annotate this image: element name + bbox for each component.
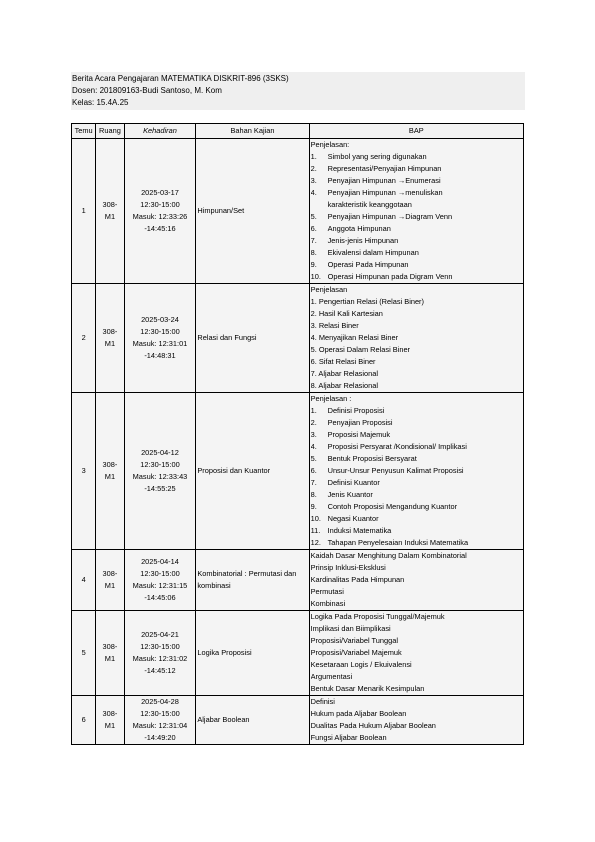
- cell-ruang: [96, 284, 124, 393]
- kehadiran-time: 12:30-15:00: [140, 200, 180, 209]
- kehadiran-date: 2025-03-17: [141, 188, 179, 197]
- bap-item-text: Operasi Himpunan pada Digram Venn: [327, 272, 453, 281]
- bap-item: [311, 574, 522, 586]
- bap-item-text: Kardinalitas Pada Himpunan: [310, 575, 405, 584]
- bap-item: [311, 199, 522, 211]
- bap-item-number: 9.: [310, 260, 317, 269]
- bap-item: [311, 635, 522, 647]
- bap-item-text: Jenis Kuantor: [327, 490, 373, 499]
- ruang-code: 308-: [102, 569, 118, 578]
- cell-ruang: [96, 393, 124, 550]
- bap-title: Penjelasan:: [310, 140, 350, 149]
- bap-item: [311, 308, 522, 320]
- bap-item-text: Penyajian Proposisi: [327, 418, 393, 427]
- bap-item-text: Logika Pada Proposisi Tunggal/Majemuk: [310, 612, 445, 621]
- bap-item-text: 3. Relasi Biner: [310, 321, 359, 330]
- bap-item: [311, 537, 522, 549]
- kehadiran-time: 12:30-15:00: [140, 569, 180, 578]
- bap-item-number: 4.: [310, 188, 317, 197]
- header-bahan-kajian: Bahan Kajian: [196, 124, 309, 139]
- class-line: Kelas: 15.4A.25: [72, 98, 129, 107]
- bap-item-text: Definisi Kuantor: [327, 478, 380, 487]
- bap-item-text: Bentuk Proposisi Bersyarat: [327, 454, 417, 463]
- bap-item: [311, 296, 522, 308]
- kehadiran-masuk: Masuk: 12:31:15: [132, 581, 188, 590]
- cell-temu: 3: [72, 393, 96, 550]
- cell-bahan-kajian: Logika Proposisi: [196, 611, 309, 696]
- bap-item-text: Definisi: [310, 697, 335, 706]
- bap-item-text: Argumentasi: [310, 672, 353, 681]
- bap-item-number: 2.: [310, 418, 317, 427]
- bap-item-text: Anggota Himpunan: [327, 224, 391, 233]
- bap-item: [311, 513, 522, 525]
- teaching-record-table: [71, 123, 524, 745]
- cell-temu: 2: [72, 284, 96, 393]
- bap-item-text: Unsur-Unsur Penyusun Kalimat Proposisi: [327, 466, 464, 475]
- bap-item: [311, 550, 522, 562]
- bap-item-text: Negasi Kuantor: [327, 514, 379, 523]
- cell-kehadiran: [124, 284, 196, 393]
- ruang-code: 308-: [102, 460, 118, 469]
- bap-item: [311, 683, 522, 695]
- bap-item-text: Ekivalensi dalam Himpunan: [327, 248, 419, 257]
- cell-kehadiran: [124, 393, 196, 550]
- kehadiran-keluar: -14:45:06: [144, 593, 176, 602]
- bap-item: [311, 417, 522, 429]
- kehadiran-keluar: -14:45:16: [144, 224, 176, 233]
- table-row: [72, 611, 524, 696]
- bap-item: [311, 175, 522, 187]
- bap-item: [311, 187, 522, 199]
- bap-item-number: 7.: [310, 478, 317, 487]
- table-row: [72, 550, 524, 611]
- bap-item-number: 8.: [310, 490, 317, 499]
- bap-item: [311, 405, 522, 417]
- bap-item-text: Penyajian Himpunan →Diagram Venn: [327, 212, 453, 221]
- bap-item-text: Proposisi/Variabel Majemuk: [310, 648, 402, 657]
- bap-item-text: Hukum pada Aljabar Boolean: [310, 709, 407, 718]
- bap-item-number: 2.: [310, 164, 317, 173]
- bap-item: [311, 356, 522, 368]
- bap-item-text: Permutasi: [310, 587, 344, 596]
- bap-item-text: Operasi Pada Himpunan: [327, 260, 409, 269]
- bap-item: [311, 320, 522, 332]
- bap-item-number: 1.: [310, 152, 317, 161]
- bap-item: [311, 501, 522, 513]
- bap-item: [311, 429, 522, 441]
- kehadiran-masuk: Masuk: 12:31:01: [132, 339, 188, 348]
- ruang-suffix: M1: [104, 654, 116, 663]
- cell-bahan-kajian: Himpunan/Set: [196, 139, 309, 284]
- bap-item: [311, 708, 522, 720]
- bap-item-text: Definisi Proposisi: [327, 406, 385, 415]
- bap-item: [311, 525, 522, 537]
- ruang-code: 308-: [102, 642, 118, 651]
- table-row: [72, 139, 524, 284]
- bap-item: [311, 223, 522, 235]
- kehadiran-keluar: -14:49:20: [144, 733, 176, 742]
- kehadiran-time: 12:30-15:00: [140, 642, 180, 651]
- bap-item-text: 7. Aljabar Relasional: [310, 369, 378, 378]
- cell-temu: 4: [72, 550, 96, 611]
- cell-bap: [309, 611, 523, 696]
- bap-item: [311, 562, 522, 574]
- ruang-suffix: M1: [104, 721, 116, 730]
- bap-item-number: 10.: [310, 514, 321, 523]
- kehadiran-masuk: Masuk: 12:33:43: [132, 472, 188, 481]
- bap-item: [311, 368, 522, 380]
- cell-temu: 5: [72, 611, 96, 696]
- bap-item: [311, 247, 522, 259]
- bap-item: [311, 598, 522, 610]
- bap-item-number: 5.: [310, 212, 317, 221]
- table-row: [72, 696, 524, 745]
- bap-item: [311, 477, 522, 489]
- cell-ruang: [96, 139, 124, 284]
- ruang-suffix: M1: [104, 212, 116, 221]
- kehadiran-keluar: -14:45:12: [144, 666, 176, 675]
- kehadiran-masuk: Masuk: 12:31:02: [132, 654, 188, 663]
- cell-bap: [309, 550, 523, 611]
- bap-item-number: 5.: [310, 454, 317, 463]
- bap-item-text: karakteristik keanggotaan: [327, 200, 412, 209]
- bap-item: [311, 332, 522, 344]
- lecturer-line: Dosen: 201809163-Budi Santoso, M. Kom: [72, 86, 222, 95]
- bap-item-text: Kaidah Dasar Menghitung Dalam Kombinatorial: [310, 551, 467, 560]
- bap-item-text: Representasi/Penyajian Himpunan: [327, 164, 442, 173]
- bap-item: [311, 732, 522, 744]
- cell-kehadiran: [124, 550, 196, 611]
- bap-title: Penjelasan: [310, 285, 348, 294]
- bap-item-number: 11.: [310, 526, 321, 535]
- header-ruang: Ruang: [96, 124, 124, 139]
- kehadiran-time: 12:30-15:00: [140, 327, 180, 336]
- cell-bap: [309, 139, 523, 284]
- kehadiran-date: 2025-04-28: [141, 697, 179, 706]
- bap-item-text: Penyajian Himpunan →menuliskan: [327, 188, 443, 197]
- bap-item-text: Implikasi dan Biimplikasi: [310, 624, 391, 633]
- cell-temu: 6: [72, 696, 96, 745]
- kehadiran-masuk: Masuk: 12:33:26: [132, 212, 188, 221]
- header-temu: Temu: [72, 124, 96, 139]
- bap-item-number: 10.: [310, 272, 321, 281]
- kehadiran-date: 2025-04-12: [141, 448, 179, 457]
- ruang-suffix: M1: [104, 581, 116, 590]
- bap-item-text: Induksi Matematika: [327, 526, 392, 535]
- cell-kehadiran: [124, 139, 196, 284]
- cell-bahan-kajian: Aljabar Boolean: [196, 696, 309, 745]
- cell-ruang: [96, 696, 124, 745]
- kehadiran-date: 2025-04-14: [141, 557, 179, 566]
- header-kehadiran: Kehadiran: [124, 124, 196, 139]
- document-header: [71, 72, 525, 110]
- bap-item-text: Proposisi Persyarat /Kondisional/ Implikasi: [327, 442, 467, 451]
- bap-item-number: 8.: [310, 248, 317, 257]
- bap-item-text: Contoh Proposisi Mengandung Kuantor: [327, 502, 458, 511]
- bap-item: [311, 380, 522, 392]
- cell-temu: 1: [72, 139, 96, 284]
- bap-item-number: 6.: [310, 224, 317, 233]
- bap-item-number: 3.: [310, 176, 317, 185]
- cell-bahan-kajian: Proposisi dan Kuantor: [196, 393, 309, 550]
- header-bap: BAP: [309, 124, 523, 139]
- bap-item-number: 9.: [310, 502, 317, 511]
- cell-bap: [309, 393, 523, 550]
- kehadiran-date: 2025-04-21: [141, 630, 179, 639]
- bap-item-text: 5. Operasi Dalam Relasi Biner: [310, 345, 411, 354]
- bap-item: [311, 271, 522, 283]
- bap-item-text: 6. Sifat Relasi Biner: [310, 357, 376, 366]
- table-body: [72, 139, 524, 745]
- table-header-row: [72, 124, 524, 139]
- bap-item: [311, 235, 522, 247]
- ruang-suffix: M1: [104, 339, 116, 348]
- bap-item-number: 4.: [310, 442, 317, 451]
- kehadiran-keluar: -14:55:25: [144, 484, 176, 493]
- bap-item-text: Penyajian Himpunan →Enumerasi: [327, 176, 441, 185]
- bap-item: [311, 259, 522, 271]
- bap-item: [311, 623, 522, 635]
- bap-item-text: Bentuk Dasar Menarik Kesimpulan: [310, 684, 425, 693]
- bap-item: [311, 489, 522, 501]
- table-row: [72, 393, 524, 550]
- bap-item-text: Kombinasi: [310, 599, 346, 608]
- table-row: [72, 284, 524, 393]
- bap-title: Penjelasan :: [310, 394, 352, 403]
- bap-item: [311, 151, 522, 163]
- bap-item: [311, 453, 522, 465]
- kehadiran-time: 12:30-15:00: [140, 709, 180, 718]
- bap-item-text: Tahapan Penyelesaian Induksi Matematika: [327, 538, 469, 547]
- bap-item: [311, 465, 522, 477]
- bap-item-number: 6.: [310, 466, 317, 475]
- bap-item: [311, 671, 522, 683]
- kehadiran-time: 12:30-15:00: [140, 460, 180, 469]
- bap-item-text: Jenis-jenis Himpunan: [327, 236, 399, 245]
- bap-item: [311, 611, 522, 623]
- cell-ruang: [96, 550, 124, 611]
- ruang-suffix: M1: [104, 472, 116, 481]
- bap-item-text: 1. Pengertian Relasi (Relasi Biner): [310, 297, 424, 306]
- bap-item-text: 2. Hasil Kali Kartesian: [310, 309, 383, 318]
- bap-item: [311, 211, 522, 223]
- bap-item-text: Dualitas Pada Hukum Aljabar Boolean: [310, 721, 436, 730]
- kehadiran-masuk: Masuk: 12:31:04: [132, 721, 188, 730]
- ruang-code: 308-: [102, 200, 118, 209]
- bap-item-text: 4. Menyajikan Relasi Biner: [310, 333, 399, 342]
- ruang-code: 308-: [102, 327, 118, 336]
- bap-item-text: Proposisi/Variabel Tunggal: [310, 636, 398, 645]
- bap-item-number: 3.: [310, 430, 317, 439]
- bap-item-number: 12.: [310, 538, 321, 547]
- bap-item-text: 8. Aljabar Relasional: [310, 381, 378, 390]
- bap-item-text: Fungsi Aljabar Boolean: [310, 733, 387, 742]
- course-title: Berita Acara Pengajaran MATEMATIKA DISKRIT-896 (3SKS): [72, 74, 289, 83]
- cell-kehadiran: [124, 696, 196, 745]
- ruang-code: 308-: [102, 709, 118, 718]
- bap-item: [311, 441, 522, 453]
- bap-item: [311, 163, 522, 175]
- cell-bahan-kajian: Kombinatorial : Permutasi dan kombinasi: [196, 550, 309, 611]
- bap-item-text: Prinsip Inklusi-Eksklusi: [310, 563, 386, 572]
- bap-item: [311, 659, 522, 671]
- bap-item: [311, 696, 522, 708]
- bap-item-number: 1.: [310, 406, 317, 415]
- cell-bap: [309, 696, 523, 745]
- bap-item: [311, 720, 522, 732]
- bap-item: [311, 647, 522, 659]
- bap-item-text: Kesetaraan Logis / Ekuivalensi: [310, 660, 412, 669]
- bap-item-text: Simbol yang sering digunakan: [327, 152, 427, 161]
- bap-item-number: 7.: [310, 236, 317, 245]
- bap-item-text: Proposisi Majemuk: [327, 430, 391, 439]
- cell-kehadiran: [124, 611, 196, 696]
- cell-ruang: [96, 611, 124, 696]
- kehadiran-keluar: -14:48:31: [144, 351, 176, 360]
- kehadiran-date: 2025-03-24: [141, 315, 179, 324]
- bap-item: [311, 344, 522, 356]
- cell-bap: [309, 284, 523, 393]
- cell-bahan-kajian: Relasi dan Fungsi: [196, 284, 309, 393]
- bap-item: [311, 586, 522, 598]
